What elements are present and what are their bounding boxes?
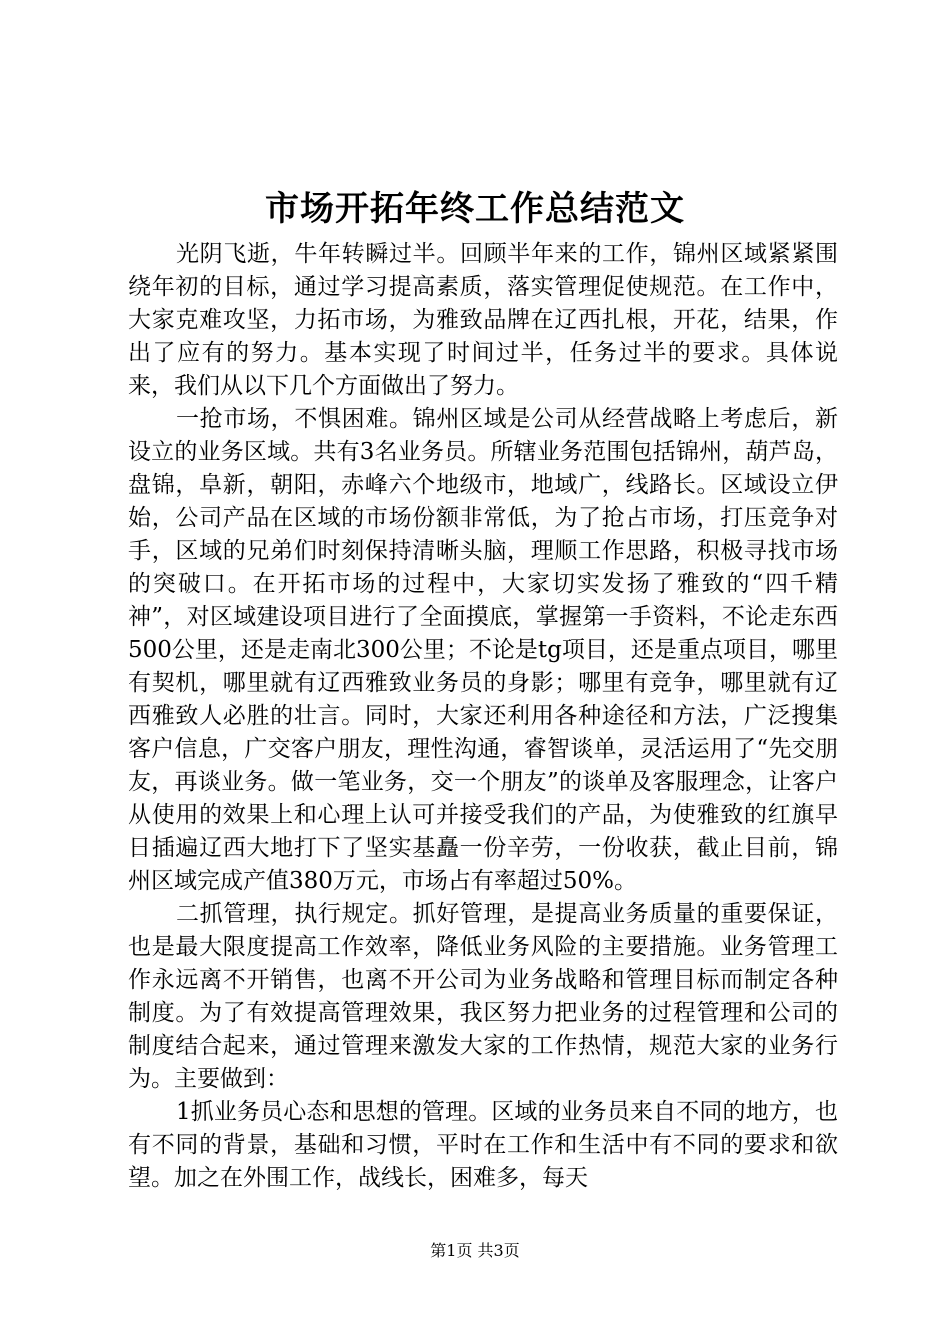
document-body [128,238,838,1195]
page-title: 市场开拓年终工作总结范文 [265,189,685,229]
paragraph-mindset: 1抓业务员心态和思想的管理。区域的业务员来自不同的地方，也有不同的背景，基础和习惯，平时在工作和生活中有不同的要求和欲望。加之在外围工作，战线长，困难多，每天 [128,1099,838,1191]
paragraph-intro: 光阴飞逝，牛年转瞬过半。回顾半年来的工作，锦州区域紧紧围绕年初的目标，通过学习提高素质，落实管理促使规范。在工作中，大家克难攻坚，力拓市场，为雅致品牌在辽西扎根，开花，结果，作出了应有的努力。基本实现了时间过半，任务过半的要求。具体说来，我们从以下几个方面做出了努力。 [128,241,838,399]
paragraph-management: 二抓管理，执行规定。抓好管理，是提高业务质量的重要保证，也是最大限度提高工作效率，降低业务风险的主要措施。业务管理工作永远离不开销售，也离不开公司为业务战略和管理目标而制定各种制度。为了有效提高管理效果，我区努力把业务的过程管理和公司的制度结合起来，通过管理来激发大家的工作热情，规范大家的业务行为。主要做到： [128,901,838,1092]
paragraph-market: 一抢市场，不惧困难。锦州区域是公司从经营战略上考虑后，新设立的业务区域。共有3名业务员。所辖业务范围包括锦州，葫芦岛，盘锦，阜新，朝阳，赤峰六个地级市，地域广，线路长。区域设立伊始，公司产品在区域的市场份额非常低，为了抢占市场，打压竞争对手，区域的兄弟们时刻保持清晰头脑，理顺工作思路，积极寻找市场的突破口。在开拓市场的过程中，大家切实发扬了雅致的“四千精神”，对区域建设项目进行了全面摸底，掌握第一手资料，不论走东西500公里，还是走南北300公里；不论是tg项目，还是重点项目，哪里有契机，哪里就有辽西雅致业务员的身影；哪里有竞争，哪里就有辽西雅致人必胜的壮言。同时，大家还利用各种途径和方法，广泛搜集客户信息，广交客户朋友，理性沟通，睿智谈单，灵活运用了“先交朋友，再谈业务。做一笔业务，交一个朋友”的谈单及客服理念，让客户从使用的效果上和心理上认可并接受我们的产品，为使雅致的红旗早日插遍辽西大地打下了坚实基矗一份辛劳，一份收获，截止目前，锦州区域完成产值380万元，市场占有率超过50%。 [128,406,838,894]
page-footer: 第1页 共3页 [430,1241,520,1260]
